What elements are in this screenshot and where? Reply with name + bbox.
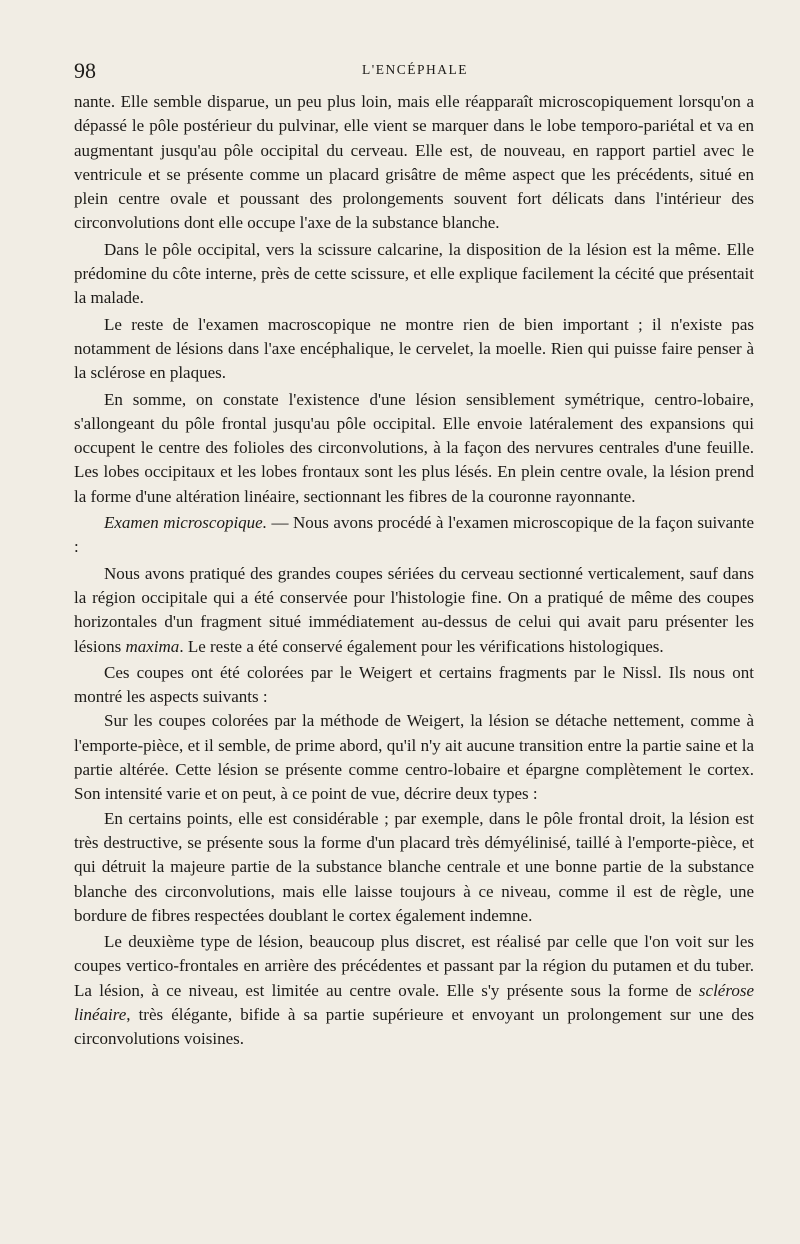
section-heading: Examen microscopique.: [104, 513, 267, 533]
text-run: . Le reste a été conservé également pour les vérifications histologiques.: [179, 636, 664, 656]
running-head: L'ENCÉPHALE: [362, 62, 468, 77]
text-run: Nous avons pratiqué des grandes coupes sériées du cerveau sectionné verticalement, sauf dans la région occipitale qui a été conservée pour l'histologie fine. On a pratiqué de même des coupes horizontales d'un fragment situé immédiatement au-dessus de celui qui avait paru présenter les lésions: [74, 563, 754, 656]
paragraph-pole-occipital: Dans le pôle occipital, vers la scissure calcarine, la disposition de la lésion est la même. Elle prédomine du côte interne, près de cette scissure, et elle explique facilement la cécité que présentait la malade.: [74, 239, 754, 308]
section-heading-rest: — Nous avons procédé à l'examen microscopique de la façon suivante :: [74, 513, 754, 557]
paragraph-premier-type: En certains points, elle est considérable ; par exemple, dans le pôle frontal droit, la lésion est très destructive, se présente sous la forme d'un placard très démyélinisé, taillé à l'emporte-pièce, et qui détruit la majeure partie de la substance blanche centrale et une bonne partie de la substance blanche des circonvolutions, mais elle laisse toujours à ce niveau, comme il est de règle, une bordure de fibres respectées doublant le cortex également indemne.: [74, 808, 754, 925]
paragraph-reste-examen: Le reste de l'examen macroscopique ne montre rien de bien important ; il n'existe pas notamment de lésions dans l'axe encéphalique, le cervelet, la moelle. Rien qui puisse faire penser à la sclérose en plaques.: [74, 314, 754, 383]
text-run: Le deuxième type de lésion, beaucoup plus discret, est réalisé par celle que l'on voit sur les coupes vertico-frontales en arrière des précédentes et passant par la région du putamen et du tuber. La lésion, à ce niveau, est limitée au centre ovale. Elle s'y présente sous la forme de: [74, 932, 754, 1000]
paragraph-coloration: Ces coupes ont été colorées par le Weigert et certains fragments par le Nissl. Ils nous ont montré les aspects suivants :: [74, 662, 754, 707]
italic-term: sclérose linéaire: [74, 980, 754, 1024]
page-number: 98: [74, 58, 96, 83]
body-text: [74, 90, 754, 1052]
paragraph-coupes-seriees: [74, 562, 754, 659]
paragraph-en-somme: En somme, on constate l'existence d'une lésion sensiblement symétrique, centro-lobaire, s'allongeant du pôle frontal jusqu'au pôle occipital. Elle envoie latéralement des expansions qui occupent le centre des folioles des circonvolutions, à la façon des nervures centrales d'une feuille. Les lobes occipitaux et les lobes frontaux sont les plus lésés. En plein centre ovale, la lésion prend la forme d'une altération linéaire, sectionnant les fibres de la couronne rayonnante.: [74, 389, 754, 506]
paragraph-continuation: nante. Elle semble disparue, un peu plus loin, mais elle réapparaît microscopiquement lorsqu'on a dépassé le pôle postérieur du pulvinar, elle vient se marquer dans le lobe temporo-pariétal et va en augmentant jusqu'au pôle occipital du cerveau. Elle est, de nouveau, en rapport partiel avec le ventricule et se présente comme un placard grisâtre de même aspect que les précédents, situé en plein centre ovale et poussant des prolongements souvent fort délicats dans l'intérieur des circonvolutions dont elle occupe l'axe de la substance blanche.: [74, 92, 754, 233]
text-run: , très élégante, bifide à sa partie supérieure et envoyant un prolongement sur une des circonvolutions voisines.: [74, 1004, 754, 1049]
page-header: [70, 58, 760, 88]
italic-term: maxima: [125, 636, 180, 656]
paragraph-weigert: Sur les coupes colorées par la méthode de Weigert, la lésion se détache nettement, comme à l'emporte-pièce, et il semble, de prime abord, qu'il n'y ait aucune transition entre la partie saine et la partie altérée. Cette lésion se présente comme centro-lobaire et épargne complètement le cortex. Son intensité varie et on peut, à ce point de vue, décrire deux types :: [74, 711, 754, 804]
paragraph-deuxieme-type: [74, 930, 754, 1051]
paragraph-examen-microscopique: [74, 511, 754, 560]
